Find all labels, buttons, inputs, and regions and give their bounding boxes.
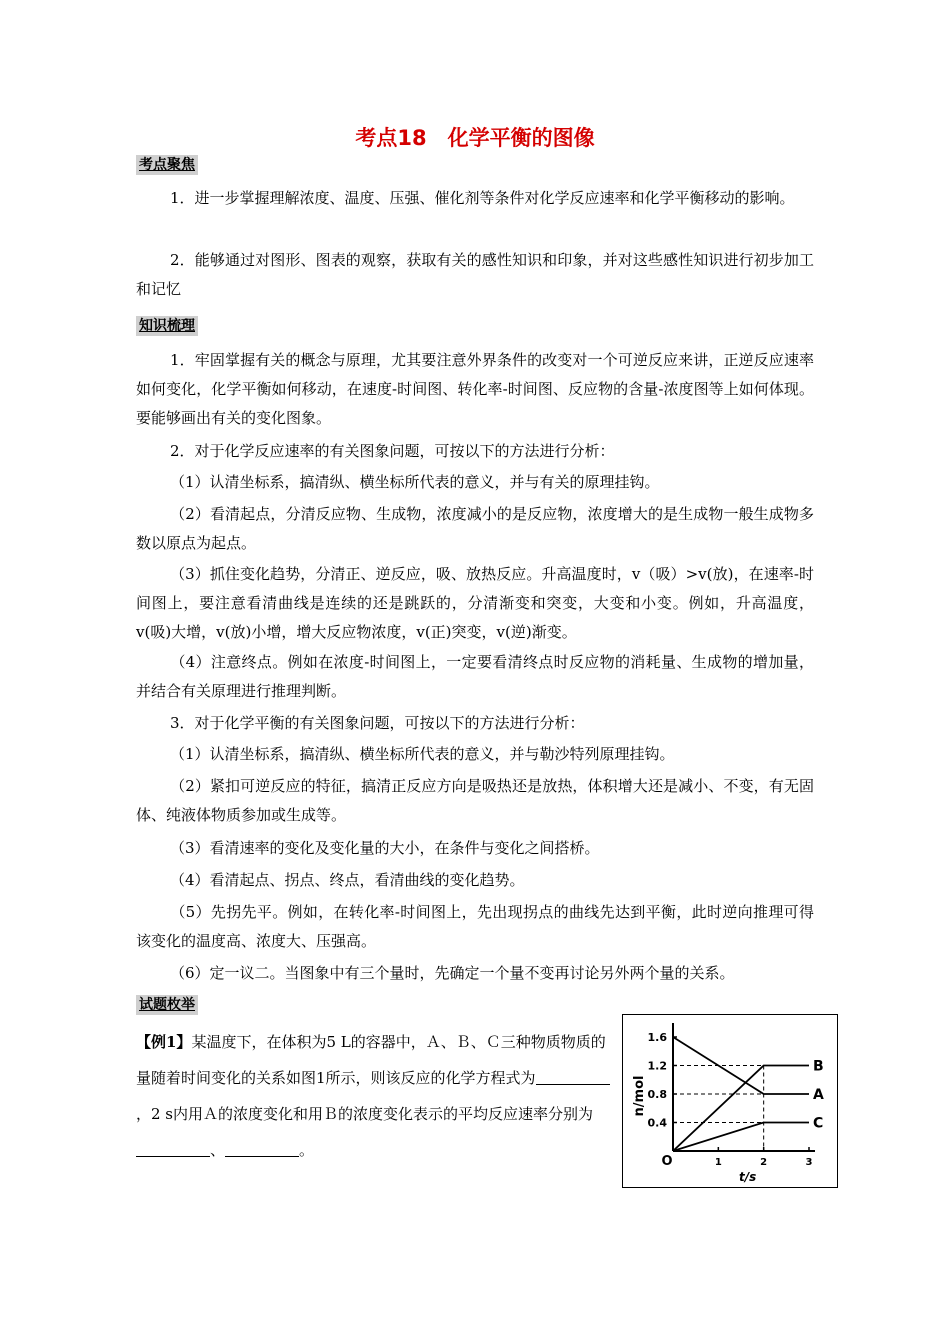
knowledge-p3-1: （1）认清坐标系，搞清纵、横坐标所代表的意义，并与勒沙特列原理挂钩。 <box>170 745 675 763</box>
focus-item-2: 2．能够通过对图形、图表的观察，获取有关的感性知识和印象，并对这些感性知识进行初步加工和记忆 <box>136 251 814 298</box>
example-1: 【例1】某温度下，在体积为5 L的容器中，Ａ、Ｂ、Ｃ三种物质物质的量随着时间变化的关系如图1所示，则该反应的化学方程式为，2 s内用Ａ的浓度变化和用Ｂ的浓度变化表示的平均反应速率分别为、 。 <box>136 1024 614 1168</box>
x-tick-label: O <box>661 1154 673 1169</box>
x-tick-label: 1 <box>714 1157 722 1168</box>
answer-blank-rate-a[interactable] <box>136 1138 210 1157</box>
section-label-knowledge: 知识梳理 <box>136 316 198 336</box>
series-label-C: C <box>813 1115 824 1132</box>
y-tick-label: 1.6 <box>647 1031 667 1044</box>
knowledge-p2-4: （4）注意终点。例如在浓度-时间图上，一定要看清终点时反应物的消耗量、生成物的增加量，并结合有关原理进行推理判断。 <box>136 653 814 700</box>
series-label-A: A <box>813 1087 824 1103</box>
knowledge-p1: 1．牢固掌握有关的概念与原理，尤其要注意外界条件的改变对一个可逆反应来讲，正逆反应速率如何变化，化学平衡如何移动，在速度-时间图、转化率-时间图、反应物的含量-浓度图等上如何体现。要能够画出有关的变化图象。 <box>136 351 814 427</box>
example-1-tag: 【例1】 <box>136 1033 192 1051</box>
x-tick-label: 3 <box>805 1157 813 1168</box>
knowledge-p3-3: （3）看清速率的变化及变化量的大小，在条件与变化之间搭桥。 <box>170 839 600 857</box>
section-label-focus: 考点聚焦 <box>136 155 198 175</box>
y-axis-label: n/mol <box>632 1075 647 1117</box>
knowledge-p3: 3．对于化学平衡的有关图象问题，可按以下的方法进行分析： <box>170 714 585 732</box>
knowledge-p3-5: （5）先拐先平。例如，在转化率-时间图上，先出现拐点的曲线先达到平衡，此时逆向推理可得该变化的温度高、浓度大、压强高。 <box>136 903 814 950</box>
focus-item-1: 1．进一步掌握理解浓度、温度、压强、催化剂等条件对化学反应速率和化学平衡移动的影响。 <box>170 189 795 207</box>
series-line-B <box>673 1066 809 1152</box>
series-label-B: B <box>813 1058 824 1075</box>
x-tick-label: 2 <box>760 1157 768 1168</box>
y-tick-label: 0.4 <box>647 1116 667 1130</box>
y-tick-label: 1.2 <box>647 1059 667 1073</box>
section-label-exercises: 试题枚举 <box>136 995 198 1015</box>
knowledge-p3-4: （4）看清起点、拐点、终点，看清曲线的变化趋势。 <box>170 871 525 889</box>
figure-1-chart <box>622 1014 838 1188</box>
answer-blank-rate-b[interactable] <box>225 1138 299 1157</box>
answer-blank-equation[interactable] <box>536 1066 610 1085</box>
knowledge-p2-1: （1）认清坐标系，搞清纵、横坐标所代表的意义，并与有关的原理挂钩。 <box>170 473 660 491</box>
x-axis-label: t/s <box>739 1170 757 1184</box>
knowledge-p2-2: （2）看清起点，分清反应物、生成物，浓度减小的是反应物，浓度增大的是生成物一般生成物多数以原点为起点。 <box>136 505 814 552</box>
knowledge-p3-2: （2）紧扣可逆反应的特征，搞清正反应方向是吸热还是放热，体积增大还是减小、不变，有无固体、纯液体物质参加或生成等。 <box>136 777 814 824</box>
page-title: 考点18 化学平衡的图像 <box>355 126 595 150</box>
knowledge-p2: 2．对于化学反应速率的有关图象问题，可按以下的方法进行分析： <box>170 442 615 460</box>
y-tick-label: 0.8 <box>647 1088 667 1101</box>
chart-svg <box>623 1015 837 1187</box>
knowledge-p3-6: （6）定一议二。当图象中有三个量时，先确定一个量不变再讨论另外两个量的关系。 <box>170 964 735 982</box>
series-line-C <box>673 1123 809 1152</box>
knowledge-p2-3: （3）抓住变化趋势，分清正、逆反应，吸、放热反应。升高温度时，v（吸）>v(放)，在速率-时间图上，要注意看清曲线是连续的还是跳跃的，分清渐变和突变，大变和小变。例如，升高温度，v(吸)大增，v(放)小增，增大反应物浓度，v(正)突变，v(逆)渐变。 <box>136 565 814 641</box>
